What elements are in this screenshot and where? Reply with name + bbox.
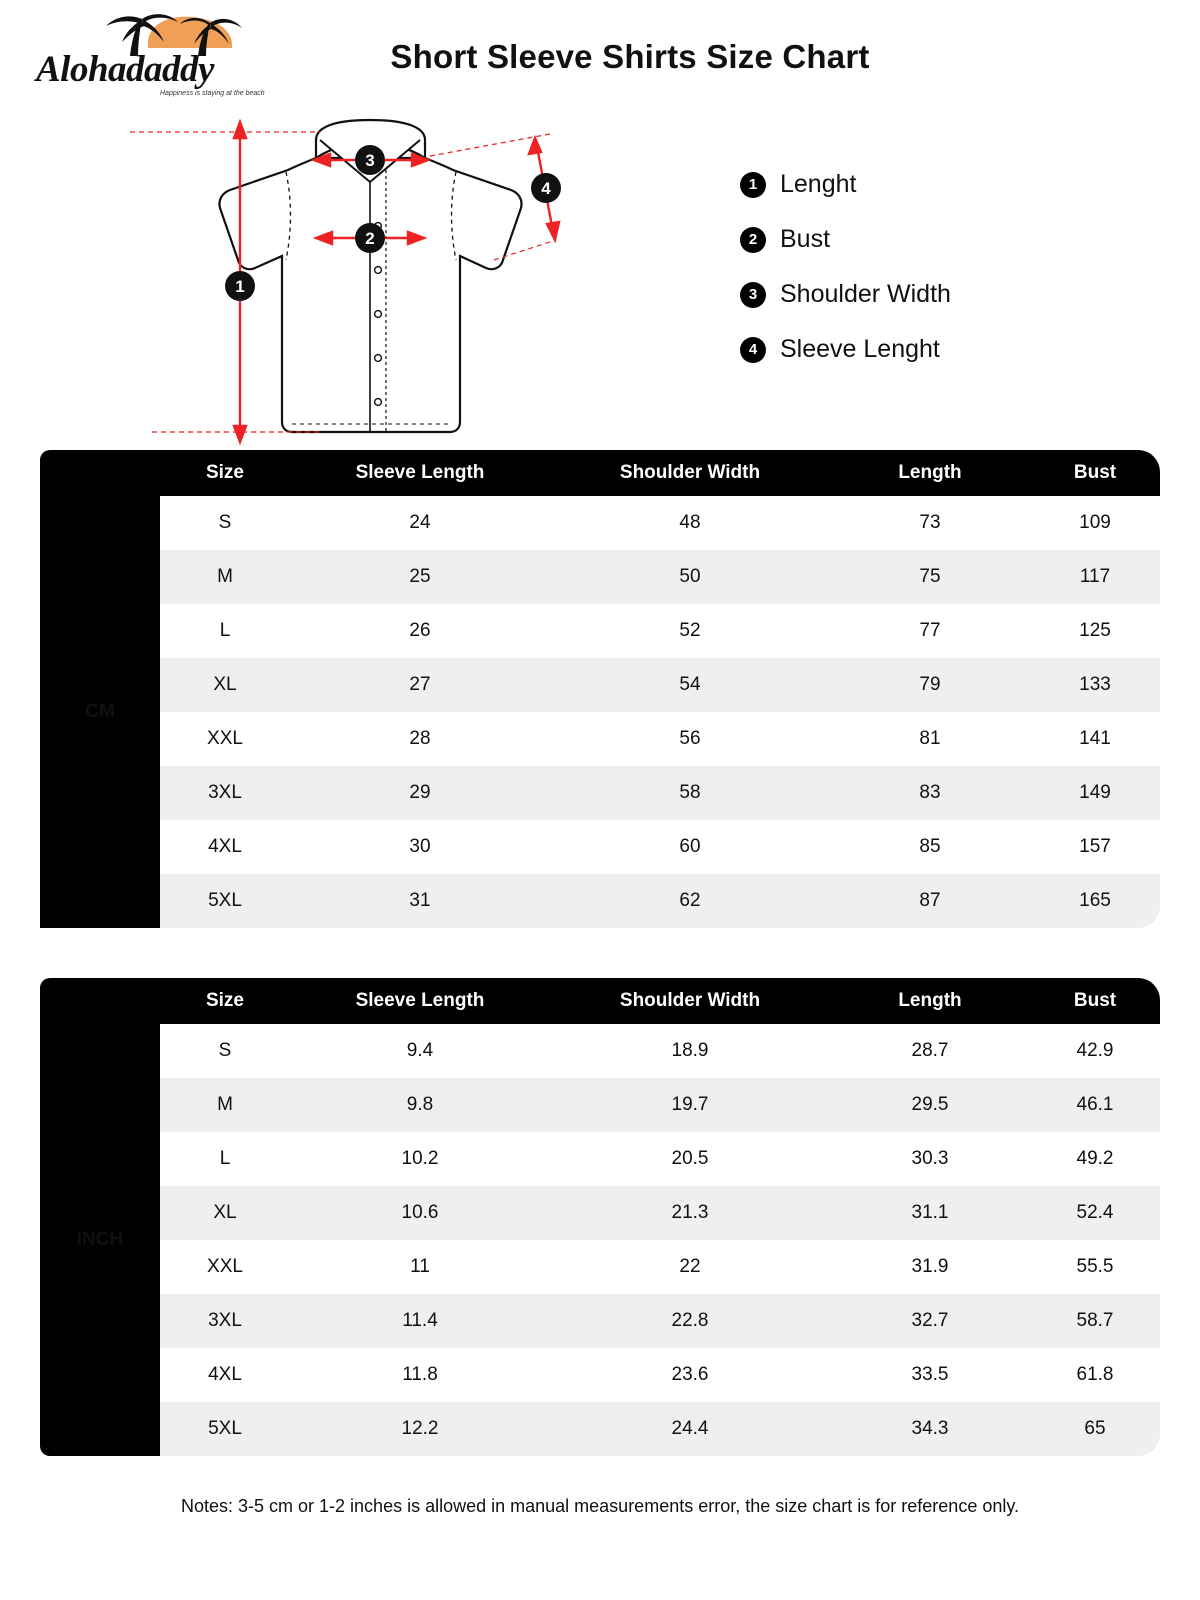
page-header: [0, 0, 1200, 110]
cell-bust: 42.9: [1030, 1024, 1160, 1078]
cell-sleeve-length: 10.6: [290, 1186, 550, 1240]
cell-sleeve-length: 31: [290, 874, 550, 928]
cell-shoulder-width: 20.5: [550, 1132, 830, 1186]
table-row: [40, 496, 1160, 550]
cell-bust: 61.8: [1030, 1348, 1160, 1402]
table-row: [40, 1078, 1160, 1132]
cell-length: 31.9: [830, 1240, 1030, 1294]
cell-shoulder-width: 24.4: [550, 1402, 830, 1456]
table-row: [40, 604, 1160, 658]
legend-item-bust: [740, 225, 951, 254]
cell-sleeve-length: 25: [290, 550, 550, 604]
cell-shoulder-width: 48: [550, 496, 830, 550]
cell-size: L: [160, 604, 290, 658]
unit-header-cm: [40, 450, 160, 496]
cell-shoulder-width: 23.6: [550, 1348, 830, 1402]
cell-bust: 49.2: [1030, 1132, 1160, 1186]
table-row: [40, 550, 1160, 604]
cell-sleeve-length: 12.2: [290, 1402, 550, 1456]
cell-length: 30.3: [830, 1132, 1030, 1186]
cell-size: S: [160, 496, 290, 550]
cell-shoulder-width: 62: [550, 874, 830, 928]
marker-4: [531, 173, 561, 203]
page-title: Short Sleeve Shirts Size Chart: [390, 38, 870, 75]
cm-size-table-block: [40, 450, 1160, 928]
cell-sleeve-length: 29: [290, 766, 550, 820]
column-header-sleeve-length: Sleeve Length: [290, 450, 550, 496]
legend-bullet-1: 1: [740, 172, 766, 198]
notes-text: Notes: 3-5 cm or 1-2 inches is allowed in manual measurements error, the size chart is for reference only.: [180, 1496, 1020, 1516]
cell-bust: 117: [1030, 550, 1160, 604]
column-header-size: Size: [160, 450, 290, 496]
cell-length: 85: [830, 820, 1030, 874]
legend-bullet-4: 4: [740, 337, 766, 363]
cell-size: L: [160, 1132, 290, 1186]
table-header-row: [40, 978, 1160, 1024]
cell-sleeve-length: 26: [290, 604, 550, 658]
column-header-sleeve-length: Sleeve Length: [290, 978, 550, 1024]
cell-size: 3XL: [160, 1294, 290, 1348]
svg-text:4: 4: [541, 179, 551, 198]
cell-shoulder-width: 58: [550, 766, 830, 820]
cell-bust: 157: [1030, 820, 1160, 874]
cell-shoulder-width: 56: [550, 712, 830, 766]
cell-shoulder-width: 21.3: [550, 1186, 830, 1240]
table-row: [40, 1240, 1160, 1294]
marker-2: [355, 223, 385, 253]
cell-bust: 55.5: [1030, 1240, 1160, 1294]
legend-label-3: Shoulder Width: [780, 280, 951, 308]
cell-size: M: [160, 550, 290, 604]
cell-sleeve-length: 27: [290, 658, 550, 712]
cell-sleeve-length: 11.8: [290, 1348, 550, 1402]
cell-shoulder-width: 22: [550, 1240, 830, 1294]
cell-bust: 125: [1030, 604, 1160, 658]
column-header-bust: Bust: [1030, 978, 1160, 1024]
cell-bust: 149: [1030, 766, 1160, 820]
cell-length: 77: [830, 604, 1030, 658]
cell-shoulder-width: 52: [550, 604, 830, 658]
table-row: [40, 658, 1160, 712]
cell-sleeve-length: 11: [290, 1240, 550, 1294]
cell-sleeve-length: 11.4: [290, 1294, 550, 1348]
inch-size-table-block: [40, 978, 1160, 1456]
cell-shoulder-width: 54: [550, 658, 830, 712]
cell-sleeve-length: 28: [290, 712, 550, 766]
cell-bust: 133: [1030, 658, 1160, 712]
table-row: [40, 1024, 1160, 1078]
cell-sleeve-length: 30: [290, 820, 550, 874]
inch-size-table: [40, 978, 1160, 1456]
column-header-size: Size: [160, 978, 290, 1024]
cell-size: S: [160, 1024, 290, 1078]
cell-bust: 46.1: [1030, 1078, 1160, 1132]
cell-size: 4XL: [160, 1348, 290, 1402]
legend-item-sleeve-length: [740, 335, 951, 364]
cell-sleeve-length: 10.2: [290, 1132, 550, 1186]
cell-sleeve-length: 24: [290, 496, 550, 550]
cell-length: 34.3: [830, 1402, 1030, 1456]
unit-header-inch: [40, 978, 160, 1024]
cell-bust: 52.4: [1030, 1186, 1160, 1240]
cell-size: 5XL: [160, 874, 290, 928]
cell-bust: 109: [1030, 496, 1160, 550]
legend-item-shoulder-width: [740, 280, 951, 309]
table-row: [40, 1348, 1160, 1402]
cell-length: 33.5: [830, 1348, 1030, 1402]
table-header-row: [40, 450, 1160, 496]
table-row: [40, 1132, 1160, 1186]
cm-size-table: [40, 450, 1160, 928]
cell-sleeve-length: 9.4: [290, 1024, 550, 1078]
cell-size: M: [160, 1078, 290, 1132]
cell-shoulder-width: 22.8: [550, 1294, 830, 1348]
cell-size: XXL: [160, 712, 290, 766]
cell-length: 28.7: [830, 1024, 1030, 1078]
marker-3: [355, 145, 385, 175]
cell-bust: 141: [1030, 712, 1160, 766]
cell-length: 83: [830, 766, 1030, 820]
cell-shoulder-width: 60: [550, 820, 830, 874]
svg-text:2: 2: [365, 229, 375, 248]
cell-length: 75: [830, 550, 1030, 604]
table-row: [40, 712, 1160, 766]
cell-length: 79: [830, 658, 1030, 712]
cell-sleeve-length: 9.8: [290, 1078, 550, 1132]
cell-bust: 165: [1030, 874, 1160, 928]
table-row: [40, 1294, 1160, 1348]
cell-shoulder-width: 18.9: [550, 1024, 830, 1078]
table-row: [40, 874, 1160, 928]
table-row: [40, 766, 1160, 820]
cell-length: 81: [830, 712, 1030, 766]
brand-name: Alohadaddy: [36, 49, 214, 90]
cell-bust: 58.7: [1030, 1294, 1160, 1348]
cell-size: XL: [160, 658, 290, 712]
legend-bullet-3: 3: [740, 282, 766, 308]
legend-label-4: Sleeve Lenght: [780, 335, 940, 363]
cell-length: 87: [830, 874, 1030, 928]
legend-bullet-2: 2: [740, 227, 766, 253]
svg-text:3: 3: [365, 151, 375, 170]
column-header-bust: Bust: [1030, 450, 1160, 496]
column-header-shoulder-width: Shoulder Width: [550, 450, 830, 496]
marker-1: [225, 271, 255, 301]
cell-length: 31.1: [830, 1186, 1030, 1240]
column-header-shoulder-width: Shoulder Width: [550, 978, 830, 1024]
cell-size: 5XL: [160, 1402, 290, 1456]
cell-size: XL: [160, 1186, 290, 1240]
legend-item-length: [740, 170, 951, 199]
brand-tagline: Happiness is staying at the beach: [160, 90, 265, 97]
shirt-illustration: [120, 110, 620, 450]
column-header-length: Length: [830, 450, 1030, 496]
table-row: [40, 1402, 1160, 1456]
measurement-diagram: [0, 110, 1200, 450]
cell-length: 29.5: [830, 1078, 1030, 1132]
table-row: [40, 820, 1160, 874]
svg-text:1: 1: [235, 277, 245, 296]
unit-cell-cm: CM: [40, 496, 160, 928]
cell-size: 4XL: [160, 820, 290, 874]
cell-size: XXL: [160, 1240, 290, 1294]
cell-length: 73: [830, 496, 1030, 550]
legend-label-1: Lenght: [780, 170, 857, 198]
legend-label-2: Bust: [780, 225, 831, 253]
measurement-legend: [740, 170, 951, 390]
cell-shoulder-width: 19.7: [550, 1078, 830, 1132]
cell-bust: 65: [1030, 1402, 1160, 1456]
unit-cell-inch: INCH: [40, 1024, 160, 1456]
cell-length: 32.7: [830, 1294, 1030, 1348]
cell-shoulder-width: 50: [550, 550, 830, 604]
cell-size: 3XL: [160, 766, 290, 820]
column-header-length: Length: [830, 978, 1030, 1024]
table-row: [40, 1186, 1160, 1240]
